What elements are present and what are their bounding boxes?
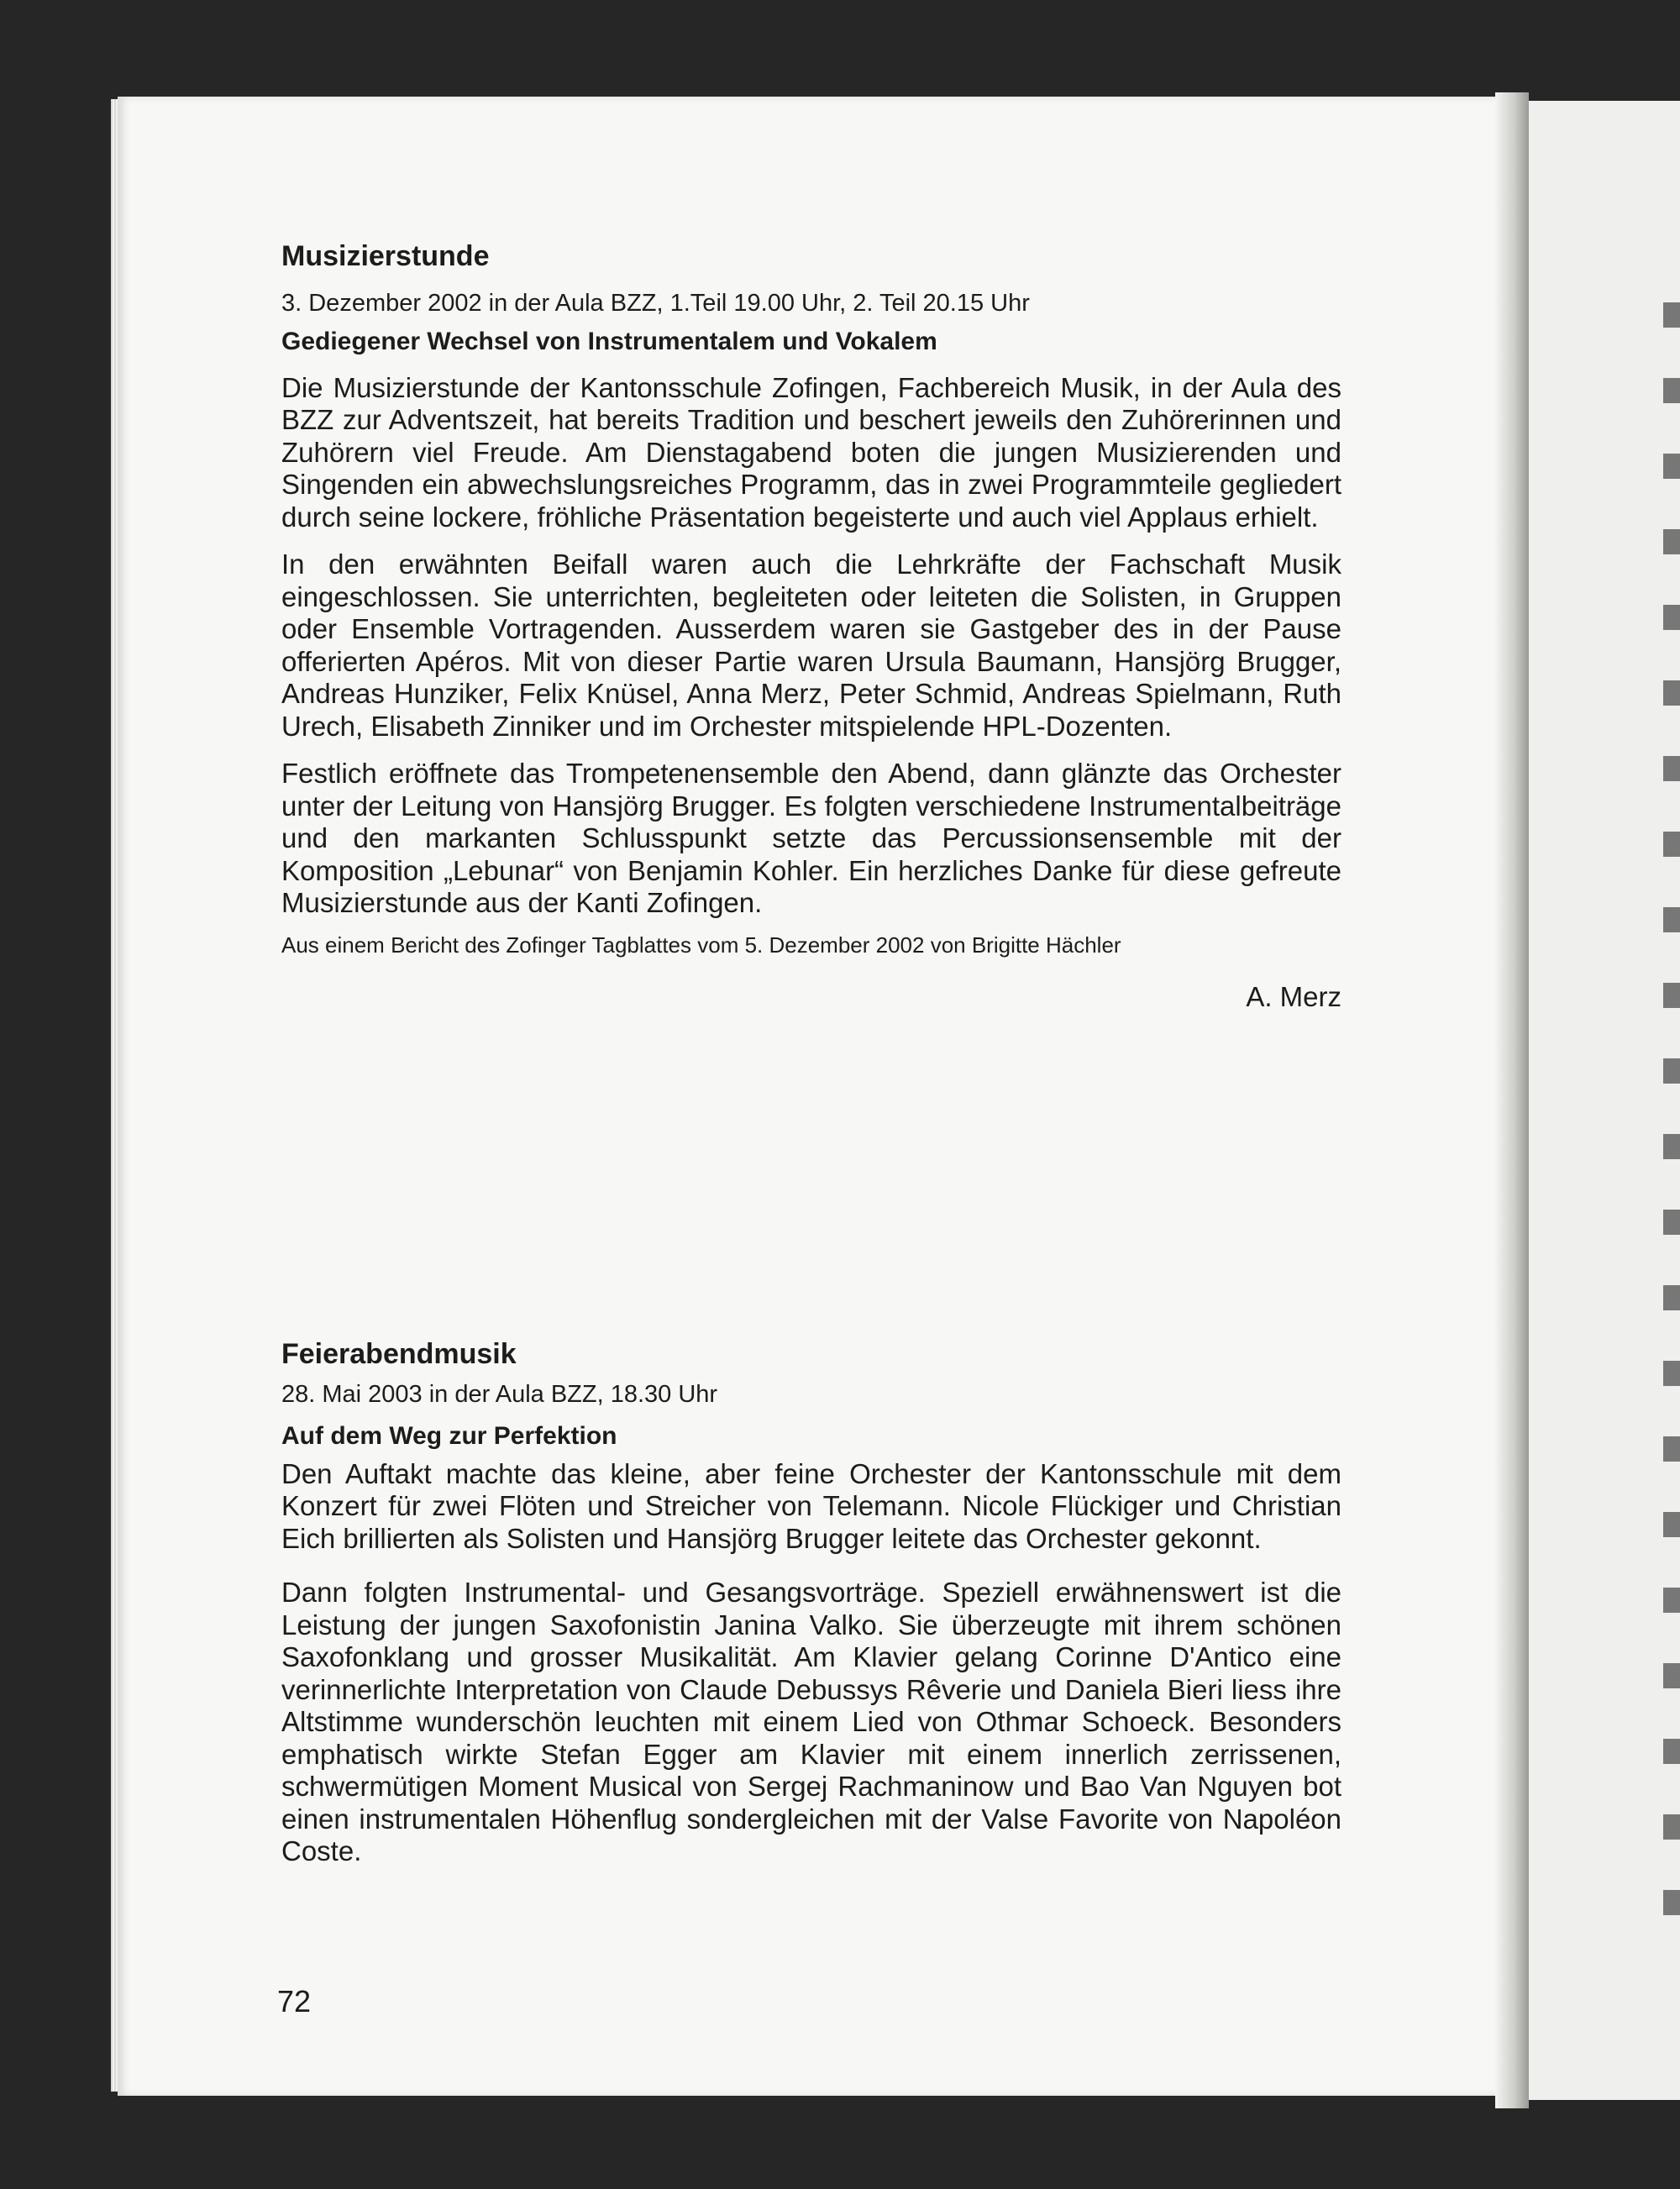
paragraph: Dann folgten Instrumental- und Gesangsvorträge. Speziell erwähnenswert ist die Leistung der jungen Saxofonistin Janina Valko. Sie überzeugte mit ihrem schönen Saxofonklang und grosser Musikalität. Am Klavier gelang Corinne D'Antico eine verinnerlichte Interpretation von Claude Debussys Rêverie und Daniela Bieri liess ihre Altstimme wunderschön leuchten mit einem Lied von Othmar Schoeck. Besonders emphatisch wirkte Stefan Egger am Klavier mit einem innerlich zerrissenen, schwermütigen Moment Musical von Sergej Rachmaninow und Bao Van Nguyen bot einen instrumentalen Höhenflug sondergleichen mit der Valse Favorite von Napoléon Coste. <box>281 1577 1341 1867</box>
event-date: 3. Dezember 2002 in der Aula BZZ, 1.Teil 19.00 Uhr, 2. Teil 20.15 Uhr <box>281 289 1030 317</box>
paragraph: Die Musizierstunde der Kantonsschule Zofingen, Fachbereich Musik, in der Aula des BZZ zur Adventszeit, hat bereits Tradition und beschert jeweils den Zuhörerinnen und Zuhörern viel Freude. Am Dienstagabend boten die jungen Musizierenden und Singenden ein abwechslungsreiches Programm, das in zwei Programmteile gegliedert durch seine lockere, fröhliche Präsentation begeisterte und auch viel Applaus erhielt. <box>281 371 1341 533</box>
paragraph: Festlich eröffnete das Trompetenensemble den Abend, dann glänzte das Orchester unter der Leitung von Hansjörg Brugger. Es folgten verschiedene Instrumentalbeiträge und den markanten Schlusspunkt setzte das Percussionsensemble mit der Komposition „Lebunar“ von Benjamin Kohler. Ein herzliches Danke für diese gefreute Musizierstunde aus der Kanti Zofingen. <box>281 758 1341 919</box>
event-date: 28. Mai 2003 in der Aula BZZ, 18.30 Uhr <box>281 1380 718 1408</box>
section-title: Musizierstunde <box>281 240 490 272</box>
section-subtitle: Gediegener Wechsel von Instrumentalem und Vokalem <box>281 327 937 355</box>
section-subtitle: Auf dem Weg zur Perfektion <box>281 1421 617 1450</box>
source-note: Aus einem Bericht des Zofinger Tagblattes vom 5. Dezember 2002 von Brigitte Hächler <box>281 932 1121 958</box>
paragraph: Den Auftakt machte das kleine, aber feine Orchester der Kantonsschule mit dem Konzert für zwei Flöten und Streicher von Telemann. Nicole Flückiger und Christian Eich brillierten als Solisten und Hansjörg Brugger leitete das Orchester gekonnt. <box>281 1457 1341 1554</box>
facing-page-text-edge <box>1663 252 1680 1932</box>
author-signature: A. Merz <box>1246 981 1341 1013</box>
book-gutter <box>1495 92 1529 2108</box>
section-feierabendmusik <box>281 1337 1341 1868</box>
section-title: Feierabendmusik <box>281 1338 517 1370</box>
page-number: 72 <box>277 1984 312 2018</box>
paragraph: In den erwähnten Beifall waren auch die Lehrkräfte der Fachschaft Musik eingeschlossen. Sie unterrichten, begleiteten oder leiteten die Solisten, in Gruppen oder Ensemble Vortragenden. Ausserdem waren sie Gastgeber des in der Pause offerierten Apéros. Mit von dieser Partie waren Ursula Baumann, Hansjörg Brugger, Andreas Hunziker, Felix Knüsel, Anna Merz, Peter Schmid, Andreas Spielmann, Ruth Urech, Elisabeth Zinniker und im Orchester mitspielende HPL-Dozenten. <box>281 549 1341 742</box>
facing-page <box>1529 101 1680 2100</box>
section-musizierstunde <box>281 239 1341 1013</box>
